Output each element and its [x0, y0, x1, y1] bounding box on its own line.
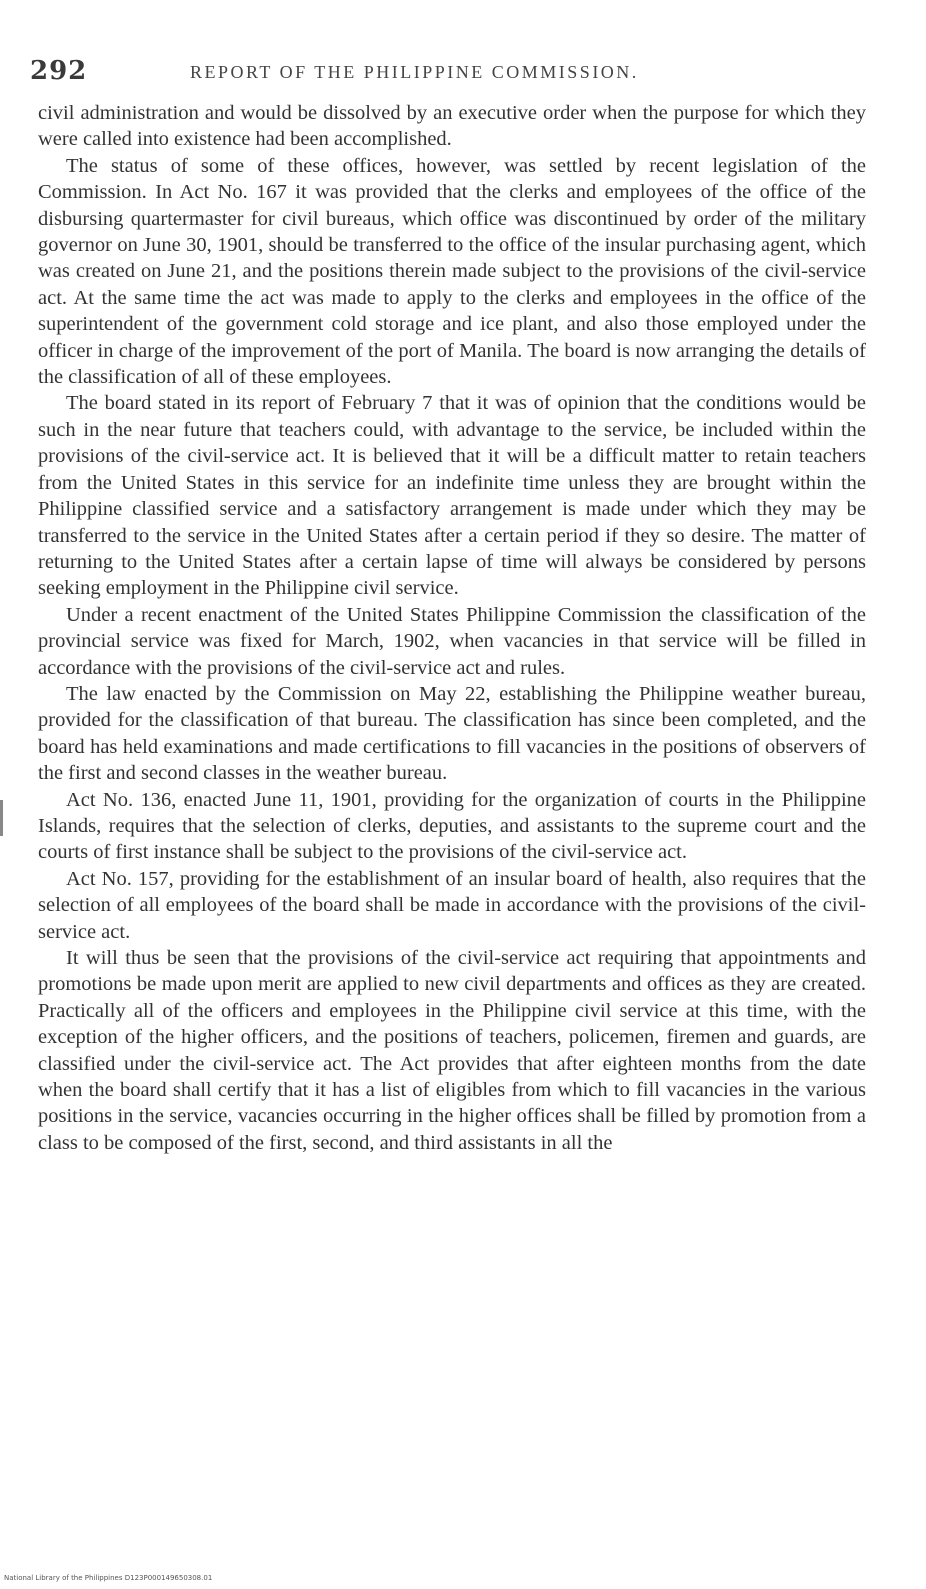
margin-scan-mark: [0, 800, 3, 836]
paragraph: The status of some of these offices, however, was settled by recent legislation of the Commission. In Act No. 167 it was provided that the clerks and employees of the office of the disbursing quartermaster for civil bureaus, which office was discontinued by order of the military governor on June 30, 1901, should be transferred to the office of the insular purchasing agent, which was created on June 21, and the positions therein made subject to the provisions of the civil-service act. At the same time the act was made to apply to the clerks and employees in the office of the superintendent of the government cold storage and ice plant, and also those employed under the officer in charge of the improvement of the port of Manila. The board is now arranging the details of the classification of all of these employees.: [38, 154, 866, 389]
paragraph: The law enacted by the Commission on May 22, establishing the Philippine weather bureau, provided for the classification of that bureau. The classification has since been completed, and the board has held examinations and made certifications to fill vacancies in the positions of observers of the first and second classes in the weather bureau.: [38, 682, 866, 785]
scan-footer: National Library of the Philippines D123P000149650308.01: [4, 1574, 213, 1582]
paragraph: Act No. 136, enacted June 11, 1901, providing for the organization of courts in the Philippine Islands, requires that the selection of clerks, deputies, and assistants to the supreme court and the courts of first instance shall be subject to the provisions of the civil-service act.: [38, 788, 866, 864]
paragraph: It will thus be seen that the provisions of the civil-service act requiring that appointments and promotions be made upon merit are applied to new civil departments and offices as they are created. Practically all of the officers and employees in the Philippine civil service at this time, with the exception of the higher officers, and the positions of teachers, policemen, firemen and guards, are classified under the civil-service act. The Act provides that after eighteen months from the date when the board shall certify that it has a list of eligibles from which to fill vacancies in the various positions in the service, vacancies occurring in the higher offices shall be filled by promotion from a class to be composed of the first, second, and third assistants in all the: [38, 947, 866, 1154]
paragraph: Act No. 157, providing for the establishment of an insular board of health, also requires that the selection of all employees of the board shall be made in accordance with the provisions of the civil-service act.: [38, 867, 866, 943]
page-header: [30, 56, 890, 90]
paragraph: The board stated in its report of February 7 that it was of opinion that the conditions would be such in the near future that teachers could, with advantage to the service, be included within the provisions of the civil-service act. It is believed that it will be a difficult matter to retain teachers from the United States in this service for an indefinite time unless they are brought within the Philippine classified service and a satisfactory arrangement is made under which they may be transferred to the service in the United States after a certain period if they so desire. The matter of returning to the United States after a certain lapse of time will always be considered by persons seeking employment in the Philippine civil service.: [38, 392, 866, 600]
paragraph: Under a recent enactment of the United States Philippine Commission the classification of the provincial service was fixed for March, 1902, when vacancies in that service will be filled in accordance with the provisions of the civil-service act and rules.: [38, 603, 866, 679]
body-text: [38, 100, 866, 1156]
running-head: REPORT OF THE PHILIPPINE COMMISSION.: [190, 62, 639, 82]
page-number: 292: [30, 56, 88, 86]
paragraph-continuation: civil administration and would be dissolved by an executive order when the purpose for which they were called into existence had been accomplished.: [38, 102, 866, 151]
